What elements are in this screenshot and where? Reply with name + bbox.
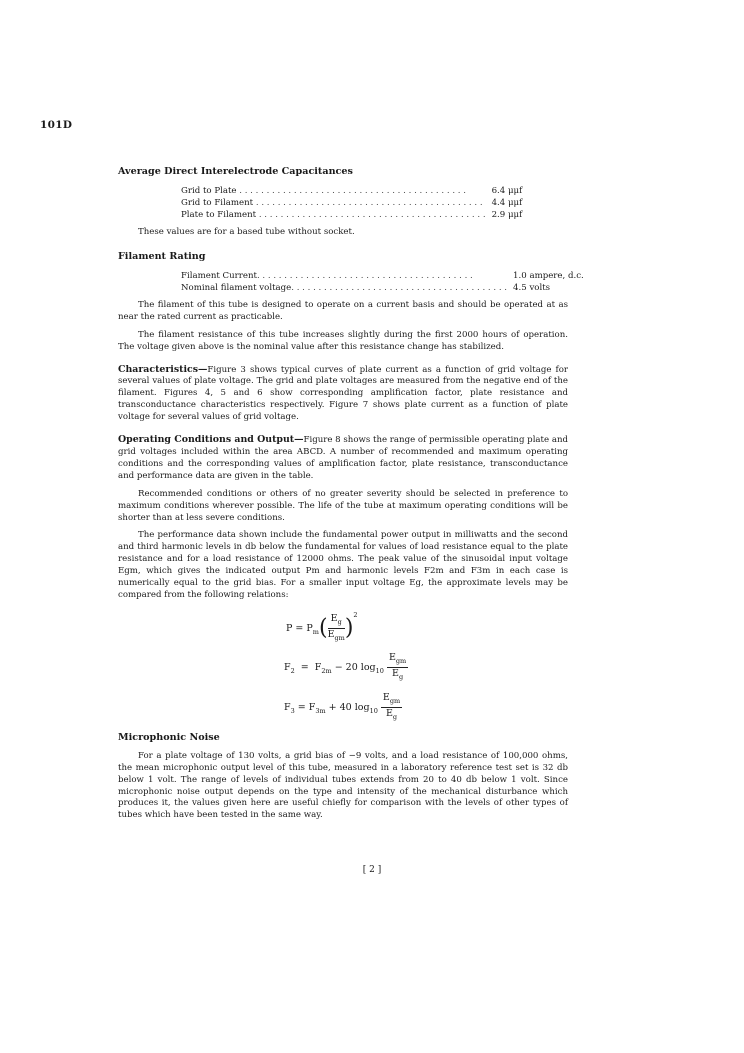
capacitances-note: These values are for a based tube without socket.	[138, 227, 355, 237]
cap-label-3: Plate to Filament	[181, 210, 257, 220]
filament-table	[181, 270, 584, 294]
cap-label-2: Grid to Filament	[181, 198, 254, 208]
operating-heading: Operating Conditions and Output—	[118, 434, 304, 446]
cap-value-3: 2.9 μμf	[491, 210, 523, 220]
page-tag: 101D	[40, 119, 73, 131]
table-row	[181, 197, 522, 209]
operating-paragraph-2: Recommended conditions or others of no greater severity should be selected in preference to maximum conditions wherever possible. The life of the tube at maximum operating conditions will be shorter than at less severe conditions.	[118, 488, 568, 523]
characteristics-paragraph	[118, 364, 568, 425]
operating-paragraph-1	[118, 434, 568, 483]
cap-value-2: 4.4 μμf	[491, 198, 523, 208]
operating-text: Figure 8 shows the range of permissible operating plate and grid voltages included within the area ABCD. A number of recommended and maximum operating conditions and the corresponding values of amplification factor, plate resistance, transconductance and performance data are given in the table.	[118, 435, 568, 481]
document-body	[118, 166, 584, 828]
operating-paragraph-3: The performance data shown include the fundamental power output in milliwatts and the second and third harmonic levels in db below the fundamental for values of load resistance equal to the plate resistance and for a load resistance of 12000 ohms. The peak value of the sinusoidal input voltage Egm, which gives the indicated output Pm and harmonic levels F2m and F3m in each case is numerically equal to the grid bias. For a smaller input voltage Eg, the approximate levels may be compared from the following relations:	[118, 530, 568, 600]
table-row	[181, 270, 584, 282]
equation-power: $P = P_m$( $\frac{E_g}{E_{gm}}$ )$^2$	[286, 610, 358, 642]
cap-label-1: Grid to Plate	[181, 186, 237, 196]
filament-paragraph-2: The filament resistance of this tube increases slightly during the first 2000 hours of operation. The voltage given above is the nominal value after this resistance change has stabilized.	[118, 329, 568, 352]
filament-paragraph-1: The filament of this tube is designed to operate on a current basis and should be operated at as near the rated current as practicable.	[118, 299, 568, 322]
leader-dots: . . . . . . . . . . . . . . . . . . . . . . . . . . . . . . . . . . . . . . . . . .	[253, 198, 483, 208]
filament-label-2: Nominal filament voltage	[181, 282, 292, 293]
equation-third-harmonic: $F_3 = F_{3m} + 40$ $\log_{10}$ $\frac{E_{gm}}{E_g}$	[284, 691, 401, 721]
cap-value-1: 6.4 μμf	[491, 186, 523, 196]
microphonic-paragraph: For a plate voltage of 130 volts, a grid bias of −9 volts, and a load resistance of 100,000 ohms, the mean microphonic output level of this tube, measured in a laboratory reference test set is 32 db below 1 volt. The range of levels of individual tubes extends from 20 to 40 db below 1 volt. Since microphonic noise output depends on the type and intensity of the mechanical disturbance which produces it, the values given here are useful chiefly for comparison with the levels of other types of tubes which have been tested in the same way.	[118, 750, 568, 821]
leader-dots: . . . . . . . . . . . . . . . . . . . . . . . . . . . . . . . . . . . . . . . .	[291, 282, 508, 293]
filament-value-2: 4.5 volts	[513, 282, 551, 293]
capacitances-heading: Average Direct Interelectrode Capacitances	[118, 166, 353, 177]
leader-dots: . . . . . . . . . . . . . . . . . . . . . . . . . . . . . . . . . . . . . . . . . .	[256, 210, 486, 220]
filament-label-1: Filament Current	[181, 270, 257, 281]
table-row	[181, 209, 522, 221]
microphonic-heading: Microphonic Noise	[118, 731, 220, 743]
leader-dots: . . . . . . . . . . . . . . . . . . . . . . . . . . . . . . . . . . . . . . . .	[256, 270, 473, 281]
characteristics-heading: Characteristics—	[118, 363, 208, 375]
leader-dots: . . . . . . . . . . . . . . . . . . . . . . . . . . . . . . . . . . . . . . . . . .	[236, 186, 466, 196]
equation-second-harmonic: $F_2 = F_{2m} - 20$ $\log_{10}$ $\frac{E_{gm}}{E_g}$	[284, 651, 407, 681]
page-number: [ 2 ]	[362, 865, 382, 875]
filament-value-1: 1.0 ampere, d.c.	[513, 270, 584, 281]
characteristics-text: Figure 3 shows typical curves of plate current as a function of grid voltage for several values of plate voltage. The grid and plate voltages are measured from the negative end of the filament. Figures 4, 5 and 6 show corresponding amplification factor, plate resistance and transconductance characteristics respectively. Figure 7 shows plate current as a function of plate voltage for several values of grid voltage.	[118, 364, 568, 423]
capacitances-table	[181, 185, 522, 221]
table-row	[181, 282, 584, 294]
table-row	[181, 185, 522, 197]
filament-heading: Filament Rating	[118, 250, 206, 262]
equations	[118, 608, 568, 724]
